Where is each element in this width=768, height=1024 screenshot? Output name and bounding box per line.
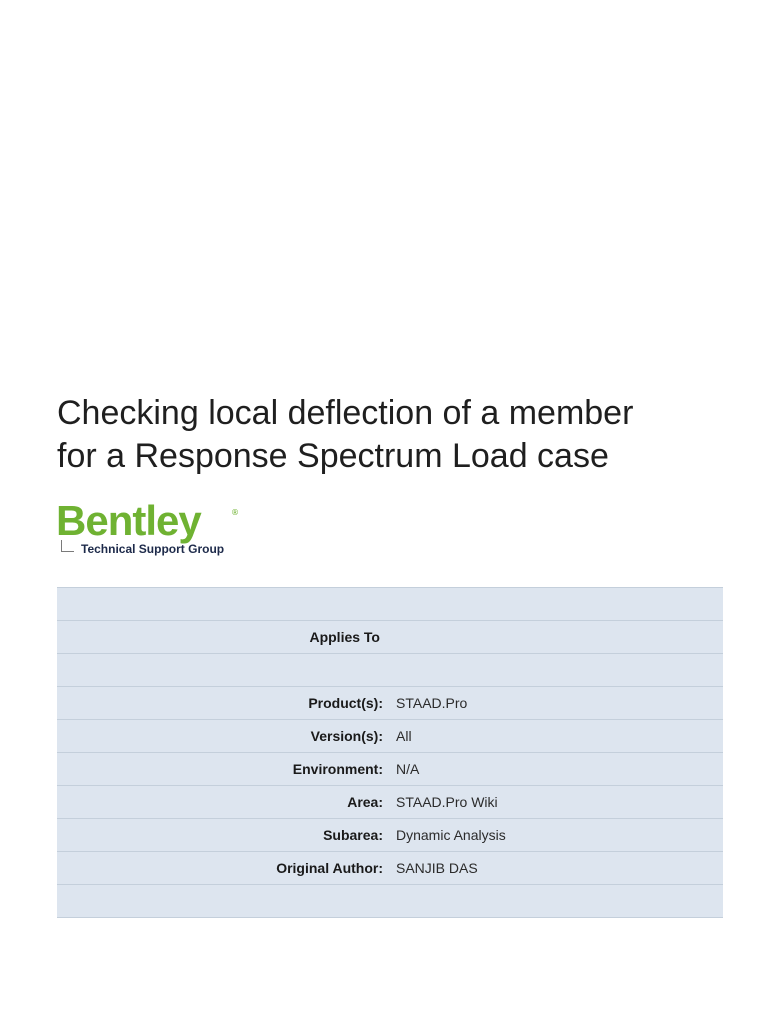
versions-value: All bbox=[396, 728, 412, 744]
table-row-versions bbox=[57, 720, 723, 753]
table-spacer-row bbox=[57, 654, 723, 687]
bentley-logo bbox=[56, 498, 256, 560]
original-author-label: Original Author: bbox=[276, 860, 383, 876]
table-row-subarea bbox=[57, 819, 723, 852]
table-row-products bbox=[57, 687, 723, 720]
versions-label: Version(s): bbox=[310, 728, 383, 744]
subarea-label: Subarea: bbox=[323, 827, 383, 843]
table-spacer-row bbox=[57, 588, 723, 621]
document-title bbox=[57, 392, 747, 478]
table-heading-row bbox=[57, 621, 723, 654]
environment-value: N/A bbox=[396, 761, 420, 777]
environment-label: Environment: bbox=[292, 761, 383, 777]
products-label: Product(s): bbox=[308, 695, 383, 711]
document-title-line-1: Checking local deflection of a member bbox=[57, 394, 634, 432]
table-row-area bbox=[57, 786, 723, 819]
area-value: STAAD.Pro Wiki bbox=[396, 794, 498, 810]
table-spacer-row bbox=[57, 885, 723, 918]
applies-to-table bbox=[57, 587, 723, 918]
original-author-value: SANJIB DAS bbox=[396, 860, 478, 876]
table-row-original-author bbox=[57, 852, 723, 885]
registered-mark-icon: ® bbox=[231, 508, 239, 517]
subarea-value: Dynamic Analysis bbox=[396, 827, 506, 843]
table-row-environment bbox=[57, 753, 723, 786]
logo-tagline: Technical Support Group bbox=[81, 542, 225, 556]
document-title-line-2: for a Response Spectrum Load case bbox=[57, 437, 609, 475]
logo-brand-text: Bentley bbox=[56, 497, 201, 544]
applies-to-heading: Applies To bbox=[309, 629, 380, 645]
logo-bracket-icon bbox=[61, 540, 74, 552]
area-label: Area: bbox=[347, 794, 383, 810]
products-value: STAAD.Pro bbox=[396, 695, 468, 711]
